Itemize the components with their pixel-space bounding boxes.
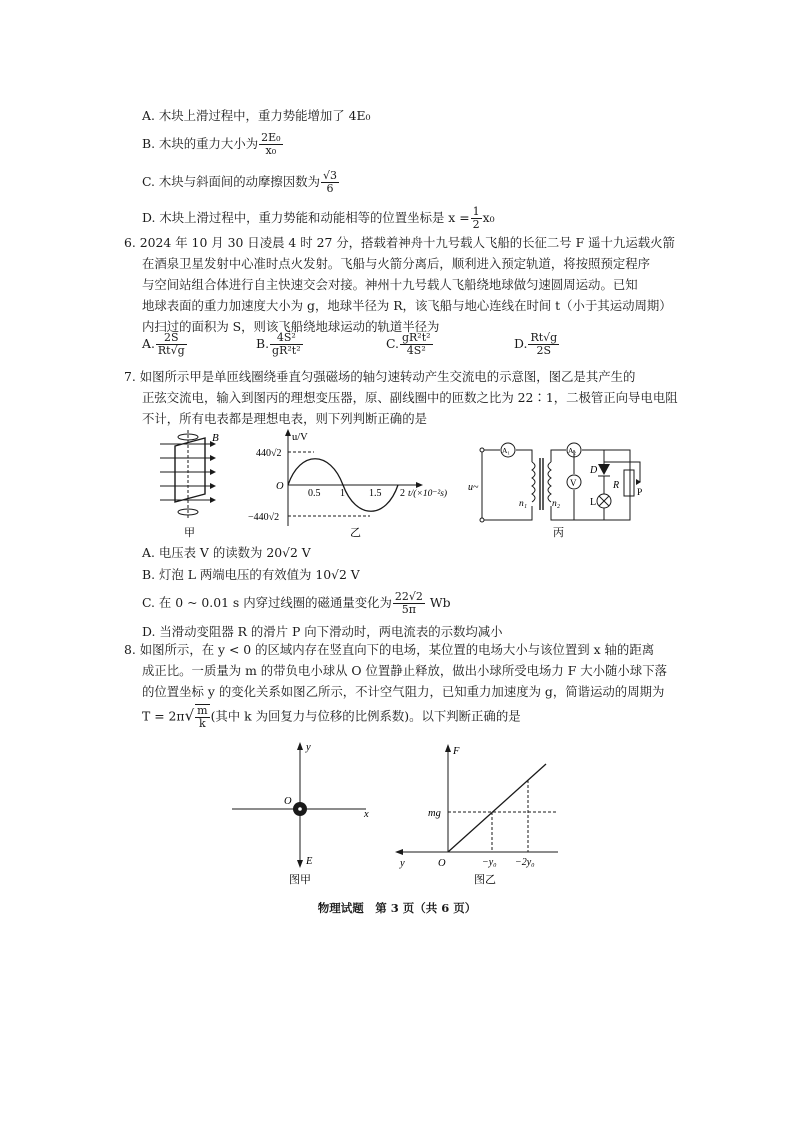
t-tick-label: 1.5 (369, 488, 382, 499)
t-tick-label: 0.5 (308, 488, 321, 499)
q6-line-3: 与空间站组合体进行自主快速交会对接。神州十九号载人飞船绕地球做匀速圆周运动。已知 (142, 277, 638, 292)
fraction-numerator: 1 (472, 205, 480, 218)
option-label: B. (256, 336, 270, 351)
diode-label: D (590, 465, 598, 476)
fig-label-jia: 甲 (184, 527, 195, 539)
y-axis-label: y (306, 742, 311, 753)
neg-y0-label: −y₀ (482, 857, 497, 868)
y-axis-arrow-left (395, 849, 403, 855)
u-axis-label: u/V (292, 432, 308, 443)
q6-line-1: 6. 2024 年 10 月 30 日凌晨 4 时 27 分，搭载着神舟十九号载人飞船的长征二号 F 遥十九运载火箭 (124, 235, 675, 250)
force-graph (398, 748, 558, 852)
q7-line-3: 不计，所有电表都是理想电表，则下列判断正确的是 (142, 411, 427, 426)
q7-figure (0, 428, 794, 543)
fraction-denominator: 2S (536, 344, 552, 357)
q5-option-d-fraction (471, 206, 482, 231)
q8-line-1: 8. 如图所示，在 y < 0 的区域内存在竖直向下的电场，某位置的电场大小与该位置到 x 轴的距离 (124, 642, 655, 657)
input-terminal (480, 518, 484, 522)
fraction-denominator: 6 (326, 182, 334, 195)
diode-symbol (598, 464, 610, 475)
q8-period-formula: T = 2π (142, 708, 185, 724)
x-axis-label: x (364, 809, 369, 820)
origin-label: O (438, 858, 446, 869)
fig-label-yi: 乙 (350, 527, 361, 539)
q8-line-4-text: (其中 k 为回复力与位移的比例系数)。以下判断正确的是 (210, 708, 521, 724)
page-footer: 物理试题 第 3 页（共 6 页） (317, 901, 477, 915)
coil-diagram (160, 430, 210, 518)
fraction-denominator: 5π (401, 603, 417, 616)
resistor-label: R (613, 480, 620, 491)
field-direction-arrow (297, 860, 303, 868)
fig-label-yi: 图乙 (474, 874, 496, 886)
fraction-numerator: Rt√g (530, 331, 558, 344)
q6-option-a-fraction (156, 332, 187, 357)
q6-line-5: 内扫过的面积为 S，则该飞船绕地球运动的轨道半径为 (142, 319, 440, 334)
q5-option-a: A. 木块上滑过程中，重力势能增加了 4E₀ (142, 108, 371, 123)
t-axis-arrow (416, 482, 423, 488)
ammeter-a2-label: A₂ (568, 446, 577, 455)
field-label-B: B (212, 432, 219, 444)
q7-option-c-fraction (393, 591, 425, 616)
sine-chart (288, 432, 420, 526)
q8-figure (0, 740, 794, 890)
t-tick-label: 1 (340, 488, 345, 499)
F-axis-arrow (445, 744, 451, 752)
q7-option-c-text: C. 在 0 ~ 0.01 s 内穿过线圈的磁通量变化为 (142, 595, 392, 610)
q7-option-d: D. 当滑动变阻器 R 的滑片 P 向下滑动时，两电流表的示数均减小 (142, 624, 503, 639)
fraction-denominator: x₀ (265, 144, 277, 157)
q6-option-d-fraction (528, 332, 559, 357)
input-terminal (480, 448, 484, 452)
q6-option-a (142, 332, 188, 357)
option-label: D. (514, 336, 528, 351)
q6-option-b (256, 332, 304, 357)
q8-line-3: 的位置坐标 y 的变化关系如图乙所示，不计空气阻力，已知重力加速度为 g，简谐运动的周期为 (142, 684, 665, 699)
fraction-numerator: 22√2 (394, 590, 423, 603)
t-axis-label: t/(×10⁻²s) (408, 489, 448, 499)
q7-option-c-unit: Wb (429, 595, 451, 610)
fraction-denominator: Rt√g (157, 344, 185, 357)
q5-option-b-fraction (259, 132, 282, 157)
q6-line-4: 地球表面的重力加速度大小为 g，地球半径为 R，该飞船与地心连线在时间 t（小于其运动周期） (142, 298, 672, 313)
q7-option-c (142, 591, 451, 616)
q8-sqrt-fraction (195, 704, 209, 730)
q6-option-d (514, 332, 560, 357)
secondary-turns-label: n₂ (552, 499, 561, 509)
fraction-numerator: m (197, 704, 208, 717)
fraction-numerator: √3 (323, 169, 338, 182)
q6-option-b-fraction (270, 332, 303, 357)
q7-line-1: 7. 如图所示甲是单匝线圈绕垂直匀强磁场的轴匀速转动产生交流电的示意图，图乙是其产生的 (124, 369, 636, 384)
option-label: C. (386, 336, 399, 351)
q8-line-2: 成正比。一质量为 m 的带负电小球从 O 位置静止释放，做出小球所受电场力 F 大小随小球下落 (142, 663, 667, 678)
ball-highlight (298, 807, 302, 811)
q5-option-d-text: D. 木块上滑过程中，重力势能和动能相等的位置坐标是 x = (142, 210, 470, 225)
fig-label-bing: 丙 (553, 527, 564, 539)
ammeter-a1-label: A₁ (502, 446, 511, 455)
q7-option-b: B. 灯泡 L 两端电压的有效值为 10√2 V (142, 567, 360, 582)
fraction-denominator: gR²t² (272, 344, 301, 357)
q5-option-d-suffix: x₀ (482, 210, 495, 225)
sqrt-sign: √ (184, 706, 195, 725)
neg-2y0-label: −2y₀ (515, 857, 535, 868)
origin-label: O (276, 481, 284, 492)
lamp-label: L (590, 497, 597, 508)
q5-option-c-text: C. 木块与斜面间的动摩擦因数为 (142, 174, 320, 189)
q6-line-2: 在酒泉卫星发射中心准时点火发射。飞船与火箭分离后，顺利进入预定轨道，将按照预定程序 (142, 256, 651, 271)
mg-label: mg (428, 808, 441, 819)
q5-option-b (142, 132, 284, 157)
fraction-numerator: gR²t² (401, 331, 431, 344)
q8-line-4 (142, 704, 521, 730)
input-voltage-label: u~ (468, 482, 479, 493)
q6-option-c-fraction (400, 332, 433, 357)
primary-turns-label: n₁ (519, 499, 528, 509)
u-max-label: 440√2 (256, 448, 282, 459)
y-axis-label: y (400, 858, 405, 869)
field-label-E: E (306, 856, 313, 867)
q5-option-c (142, 170, 340, 195)
origin-label: O (284, 796, 292, 807)
t-tick-label: 2 (400, 488, 405, 499)
u-axis-arrow (285, 429, 291, 436)
fraction-numerator: 4S² (270, 332, 303, 345)
q7-option-a: A. 电压表 V 的读数为 20√2 V (142, 545, 311, 560)
u-min-label: −440√2 (248, 512, 280, 523)
q5-option-c-fraction (321, 170, 339, 195)
field-arrows (210, 441, 216, 503)
q6-option-c (386, 332, 434, 357)
fraction-denominator: 4S² (406, 344, 426, 357)
fraction-denominator: 2 (472, 218, 480, 231)
q5-option-b-text: B. 木块的重力大小为 (142, 136, 259, 151)
q7-line-2: 正弦交流电，输入到图丙的理想变压器，原、副线圈中的匝数之比为 22∶1，二极管正向导电电阻 (142, 390, 678, 405)
fig-label-jia: 图甲 (289, 874, 311, 886)
slider-label: P (637, 488, 643, 498)
fraction-numerator: 2S (156, 332, 187, 345)
F-axis-label: F (453, 746, 460, 757)
q5-option-d (142, 206, 495, 231)
y-axis-arrow (297, 742, 303, 750)
voltmeter-label: V (570, 478, 577, 488)
option-label: A. (142, 336, 155, 351)
fraction-numerator: 2E₀ (261, 131, 281, 144)
fraction-denominator: k (199, 717, 206, 730)
